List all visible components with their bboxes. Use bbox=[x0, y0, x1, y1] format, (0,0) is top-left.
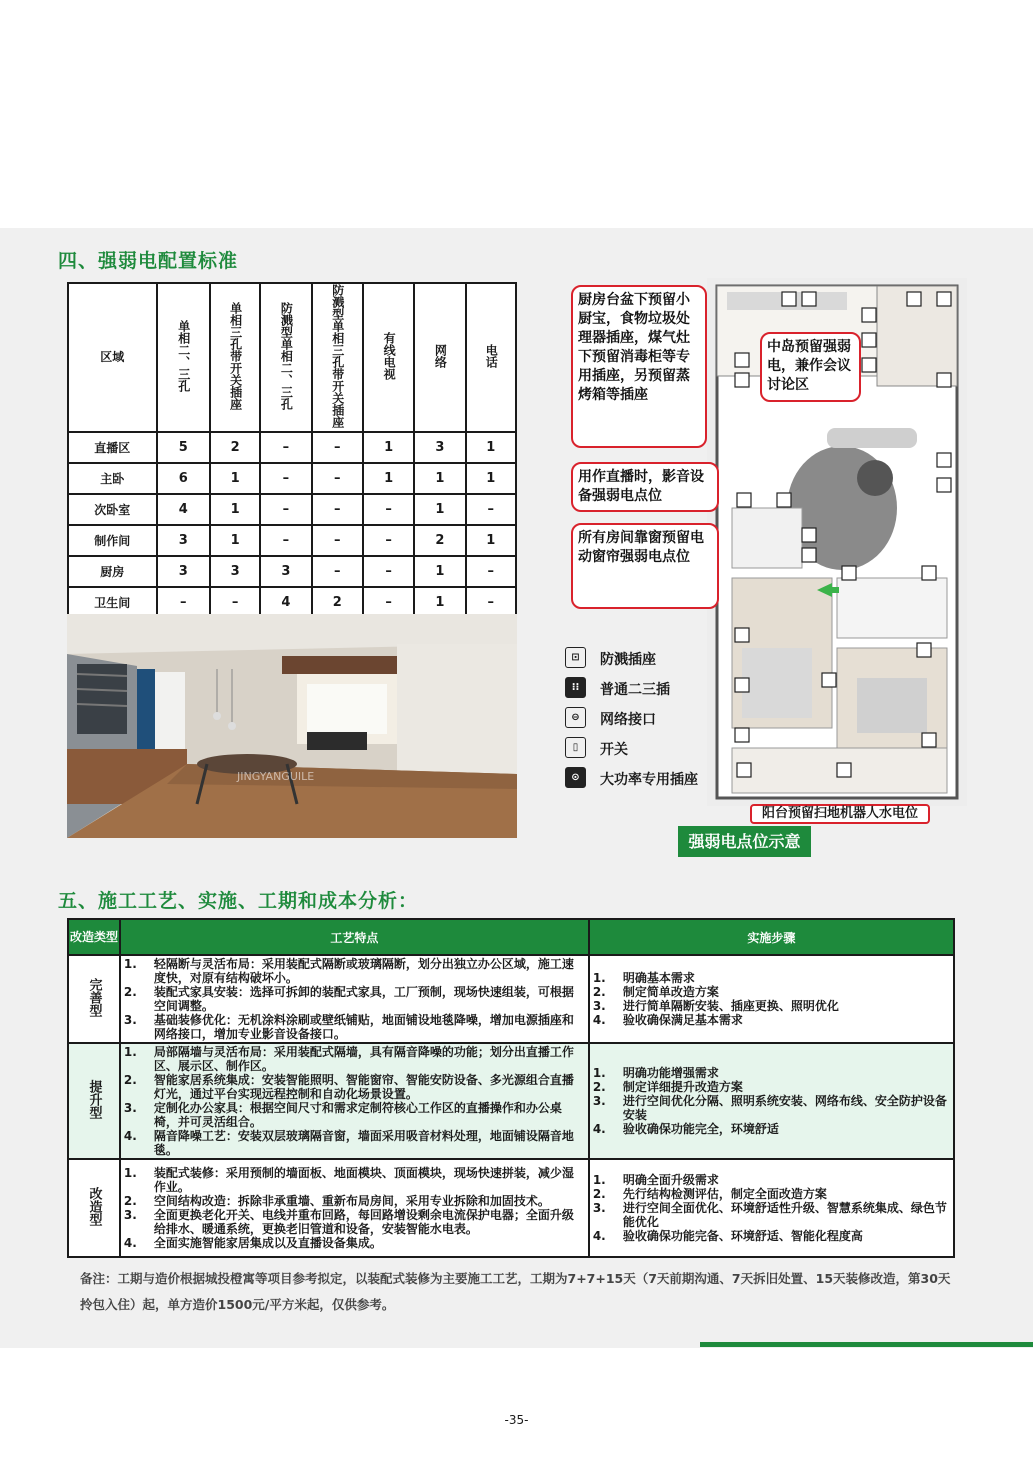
table-row bbox=[68, 432, 516, 463]
col-header-5 bbox=[363, 283, 414, 432]
callout-window: 所有房间靠窗预留电动窗帘强弱电点位 bbox=[571, 523, 719, 609]
table-cell: – bbox=[260, 494, 311, 525]
table-cell: 1 bbox=[363, 432, 414, 463]
list-item: 4. 验收确保满足基本需求 bbox=[592, 1013, 743, 1027]
col-header-label: 电话 bbox=[484, 344, 499, 368]
table-cell: 1 bbox=[414, 587, 465, 618]
col-header-label: 单相二、三孔 bbox=[176, 320, 191, 392]
list-item: 1. 明确功能增强需求 bbox=[592, 1066, 719, 1080]
note-text: 备注：工期与造价根据城投橙寓等项目参考拟定，以装配式装修为主要施工工艺，工期为7+7+15天（7天前期沟通、7天拆旧处置、15天装修改造，第30天拎包入住）起，单方造价1500元/平方米起，仅供参考。 bbox=[80, 1271, 951, 1312]
list-item-text: 空间结构改造：拆除非承重墙、重新布局房间，采用专业拆除和加固技术。 bbox=[153, 1194, 550, 1208]
list-item-text: 定制化办公家具：根据空间尺寸和需求定制符核心工作区的直播操作和办公桌椅，并可灵活组合。 bbox=[153, 1101, 562, 1129]
floor-plan-caption: 强弱电点位示意 bbox=[678, 826, 811, 857]
construction-table bbox=[67, 918, 955, 1258]
row-type-text: 提升型 bbox=[86, 1079, 102, 1119]
row-type-label bbox=[68, 955, 120, 1043]
table-cell: – bbox=[312, 525, 363, 556]
list-item-text: 明确全面升级需求 bbox=[622, 1173, 719, 1187]
table-cell: 2 bbox=[210, 432, 260, 463]
row-area-label: 次卧室 bbox=[68, 494, 157, 525]
col-header-4 bbox=[312, 283, 363, 432]
list-item: 2. 装配式家具安装：选择可拆卸的装配式家具，工厂预制，现场快速组装，可根据空间调整。 bbox=[123, 985, 574, 1013]
section5-title: 五、施工工艺、实施、工期和成本分析： bbox=[58, 890, 419, 912]
steps-cell bbox=[589, 1043, 954, 1159]
network-port-icon: ⊖ bbox=[565, 707, 586, 728]
row-type-text: 完善型 bbox=[86, 977, 102, 1017]
table-cell: 1 bbox=[414, 556, 465, 587]
list-item-text: 基础装修优化：无机涂料涂刷或壁纸铺贴，地面铺设地毯降噪，增加电源插座和网络接口，增加专业影音设备接口。 bbox=[153, 1013, 574, 1041]
list-item-text: 轻隔断与灵活布局：采用装配式隔断或玻璃隔断，划分出独立办公区域，施工速度快，对原有结构破坏小。 bbox=[153, 957, 574, 985]
list-item-text: 隔音降噪工艺：安装双层玻璃隔音窗，墙面采用吸音材料处理，地面铺设隔音地毯。 bbox=[153, 1129, 574, 1157]
col-header-label: 网络 bbox=[433, 344, 448, 368]
table-cell: 2 bbox=[312, 587, 363, 618]
list-item-text: 局部隔墙与灵活布局：采用装配式隔墙，具有隔音降噪的功能；划分出直播工作区、展示区、制作区。 bbox=[153, 1045, 574, 1073]
interior-render-image bbox=[67, 614, 517, 838]
col-header-6 bbox=[414, 283, 465, 432]
table-row bbox=[68, 556, 516, 587]
row-type-label bbox=[68, 1043, 120, 1159]
table-cell: – bbox=[466, 556, 516, 587]
table-cell: 4 bbox=[260, 587, 311, 618]
header-type: 改造类型 bbox=[68, 919, 120, 955]
list-item-text: 智能家居系统集成：安装智能照明、智能窗帘、智能安防设备、多光源组合直播灯光，通过平台实现远程控制和自动化场景设置。 bbox=[153, 1073, 574, 1101]
features-cell bbox=[120, 1159, 589, 1257]
col-header-1 bbox=[157, 283, 210, 432]
table-row bbox=[68, 955, 954, 1043]
interior-photo bbox=[67, 614, 517, 838]
table-cell: – bbox=[363, 587, 414, 618]
page-number: -35- bbox=[504, 1413, 529, 1427]
table-cell: 1 bbox=[414, 494, 465, 525]
list-item-text: 进行空间优化分隔、照明系统安装、网络布线、安全防护设备安装 bbox=[622, 1094, 947, 1122]
table-cell: – bbox=[363, 525, 414, 556]
list-item-text: 明确基本需求 bbox=[622, 971, 695, 985]
list-item: 1. 明确全面升级需求 bbox=[592, 1173, 719, 1187]
list-item-text: 先行结构检测评估，制定全面改造方案 bbox=[622, 1187, 827, 1201]
row-type-label bbox=[68, 1159, 120, 1257]
table-cell: – bbox=[260, 525, 311, 556]
table-row bbox=[68, 494, 516, 525]
callout-island: 中岛预留强弱电，兼作会议讨论区 bbox=[760, 332, 861, 402]
table-cell: 6 bbox=[157, 463, 210, 494]
list-item: 1. 轻隔断与灵活布局：采用装配式隔断或玻璃隔断，划分出独立办公区域，施工速度快，对原有结构破坏小。 bbox=[123, 957, 574, 985]
steps-cell bbox=[589, 1159, 954, 1257]
table-cell: – bbox=[312, 463, 363, 494]
list-item: 4. 全面实施智能家居集成以及直播设备集成。 bbox=[123, 1236, 382, 1250]
legend-item-switch: ▯ 开关 bbox=[565, 737, 765, 761]
table-row bbox=[68, 463, 516, 494]
list-item: 1. 明确基本需求 bbox=[592, 971, 695, 985]
table-cell: – bbox=[363, 556, 414, 587]
table-cell: – bbox=[260, 432, 311, 463]
config-table bbox=[67, 282, 517, 661]
list-item: 3. 进行空间全面优化、环境舒适性升级、智慧系统集成、绿色节能优化 bbox=[592, 1201, 947, 1229]
table-cell: 1 bbox=[210, 494, 260, 525]
table-cell: 5 bbox=[157, 432, 210, 463]
col-header-7 bbox=[466, 283, 516, 432]
features-cell bbox=[120, 1043, 589, 1159]
col-header-label: 单相三孔带开关插座 bbox=[228, 302, 243, 410]
switch-icon: ▯ bbox=[565, 737, 586, 758]
header-steps: 实施步骤 bbox=[589, 919, 954, 955]
table-cell: – bbox=[312, 556, 363, 587]
table-cell: 3 bbox=[414, 432, 465, 463]
list-item: 4. 验收确保功能完备、环境舒适、智能化程度高 bbox=[592, 1229, 863, 1243]
legend-item-standard: ⁝⁝ 普通二三插 bbox=[565, 677, 765, 701]
table-cell: 3 bbox=[260, 556, 311, 587]
table-cell: 1 bbox=[210, 525, 260, 556]
table-cell: 1 bbox=[363, 463, 414, 494]
list-item-text: 进行简单隔断安装、插座更换、照明优化 bbox=[622, 999, 839, 1013]
list-item: 3. 进行空间优化分隔、照明系统安装、网络布线、安全防护设备安装 bbox=[592, 1094, 947, 1122]
features-cell bbox=[120, 955, 589, 1043]
list-item-text: 装配式家具安装：选择可拆卸的装配式家具，工厂预制，现场快速组装，可根据空间调整。 bbox=[153, 985, 574, 1013]
table-cell: 3 bbox=[157, 556, 210, 587]
list-item: 4. 隔音降噪工艺：安装双层玻璃隔音窗，墙面采用吸音材料处理，地面铺设隔音地毯。 bbox=[123, 1129, 574, 1157]
list-item: 2. 制定详细提升改造方案 bbox=[592, 1080, 743, 1094]
table-row bbox=[68, 1159, 954, 1257]
list-item: 2. 智能家居系统集成：安装智能照明、智能窗帘、智能安防设备、多光源组合直播灯光，通过平台实现远程控制和自动化场景设置。 bbox=[123, 1073, 574, 1101]
table-cell: 3 bbox=[210, 556, 260, 587]
list-item-text: 验收确保功能完全，环境舒适 bbox=[622, 1122, 779, 1136]
table-cell: – bbox=[312, 432, 363, 463]
list-item: 3. 定制化办公家具：根据空间尺寸和需求定制符核心工作区的直播操作和办公桌椅，并可灵活组合。 bbox=[123, 1101, 562, 1129]
legend-item-high-power: ⊙ 大功率专用插座 bbox=[565, 767, 765, 791]
col-header-label: 区域 bbox=[100, 350, 125, 364]
table-cell: 1 bbox=[466, 525, 516, 556]
table-cell: 1 bbox=[466, 463, 516, 494]
col-header-3 bbox=[260, 283, 311, 432]
row-area-label: 主卧 bbox=[68, 463, 157, 494]
table-cell: 1 bbox=[414, 463, 465, 494]
row-area-label: 卫生间 bbox=[68, 587, 157, 618]
col-header-label: 防溅型单相三孔带开关插座 bbox=[330, 284, 345, 428]
list-item-text: 全面实施智能家居集成以及直播设备集成。 bbox=[153, 1236, 382, 1250]
table-cell: – bbox=[466, 494, 516, 525]
list-item-text: 验收确保功能完备、环境舒适、智能化程度高 bbox=[622, 1229, 863, 1243]
table-cell: 2 bbox=[414, 525, 465, 556]
table-cell: – bbox=[210, 587, 260, 618]
table-row bbox=[68, 1043, 954, 1159]
list-item: 3. 全面更换老化开关、电线并重布回路，每回路增设剩余电流保护电器；全面升级给排水、暖通系统，更换老旧管道和设备，安装智能水电表。 bbox=[123, 1208, 574, 1236]
list-item: 2. 空间结构改造：拆除非承重墙、重新布局房间，采用专业拆除和加固技术。 bbox=[123, 1194, 550, 1208]
table-row bbox=[68, 525, 516, 556]
row-area-label: 厨房 bbox=[68, 556, 157, 587]
list-item: 1. 局部隔墙与灵活布局：采用装配式隔墙，具有隔音降噪的功能；划分出直播工作区、展示区、制作区。 bbox=[123, 1045, 574, 1073]
header-features: 工艺特点 bbox=[120, 919, 589, 955]
list-item-text: 装配式装修：采用预制的墙面板、地面模块、顶面模块，现场快速拼装，减少湿作业。 bbox=[153, 1166, 574, 1194]
list-item-text: 全面更换老化开关、电线并重布回路，每回路增设剩余电流保护电器；全面升级给排水、暖通系统，更换老旧管道和设备，安装智能水电表。 bbox=[153, 1208, 574, 1236]
table-cell: 3 bbox=[157, 525, 210, 556]
list-item-text: 验收确保满足基本需求 bbox=[622, 1013, 743, 1027]
table-cell: 1 bbox=[210, 463, 260, 494]
table-cell: 1 bbox=[466, 432, 516, 463]
section4-title: 四、强弱电配置标准 bbox=[58, 250, 239, 272]
photo-watermark: JINGYANGUILE bbox=[237, 770, 315, 783]
row-type-text: 改造型 bbox=[86, 1186, 102, 1226]
callout-kitchen: 厨房台盆下预留小厨宝，食物垃圾处理器插座，煤气灶下预留消毒柜等专用插座，另预留蒸烤箱等插座 bbox=[571, 285, 707, 448]
table-cell: – bbox=[312, 494, 363, 525]
table-cell: – bbox=[260, 463, 311, 494]
footer-accent-bar bbox=[700, 1342, 1033, 1347]
callout-live: 用作直播时，影音设备强弱电点位 bbox=[571, 462, 719, 512]
splashproof-socket-icon: ⊡ bbox=[565, 647, 586, 668]
list-item: 2. 先行结构检测评估，制定全面改造方案 bbox=[592, 1187, 827, 1201]
list-item-text: 明确功能增强需求 bbox=[622, 1066, 719, 1080]
list-item-text: 制定详细提升改造方案 bbox=[622, 1080, 743, 1094]
high-power-socket-icon: ⊙ bbox=[565, 767, 586, 788]
col-header-label: 防溅型单相二、三孔 bbox=[279, 302, 294, 410]
list-item-text: 进行空间全面优化、环境舒适性升级、智慧系统集成、绿色节能优化 bbox=[622, 1201, 947, 1229]
table-cell: – bbox=[363, 494, 414, 525]
col-header-2 bbox=[210, 283, 260, 432]
list-item: 1. 装配式装修：采用预制的墙面板、地面模块、顶面模块，现场快速拼装，减少湿作业。 bbox=[123, 1166, 574, 1194]
list-item: 2. 制定简单改造方案 bbox=[592, 985, 719, 999]
table-cell: – bbox=[466, 587, 516, 618]
row-area-label: 制作间 bbox=[68, 525, 157, 556]
list-item: 4. 验收确保功能完全，环境舒适 bbox=[592, 1122, 779, 1136]
callout-balcony: 阳台预留扫地机器人水电位 bbox=[750, 804, 930, 824]
col-header-0 bbox=[68, 283, 157, 432]
row-area-label: 直播区 bbox=[68, 432, 157, 463]
legend-item-network: ⊖ 网络接口 bbox=[565, 707, 765, 731]
list-item: 3. 基础装修优化：无机涂料涂刷或壁纸铺贴，地面铺设地毯降噪，增加电源插座和网络接口，增加专业影音设备接口。 bbox=[123, 1013, 574, 1041]
table-cell: 4 bbox=[157, 494, 210, 525]
list-item: 3. 进行简单隔断安装、插座更换、照明优化 bbox=[592, 999, 839, 1013]
list-item-text: 制定简单改造方案 bbox=[622, 985, 719, 999]
standard-socket-icon: ⁝⁝ bbox=[565, 677, 586, 698]
legend-item-splashproof: ⊡ 防溅插座 bbox=[565, 647, 765, 671]
col-header-label: 有线电视 bbox=[382, 332, 397, 380]
table-cell: – bbox=[157, 587, 210, 618]
steps-cell bbox=[589, 955, 954, 1043]
